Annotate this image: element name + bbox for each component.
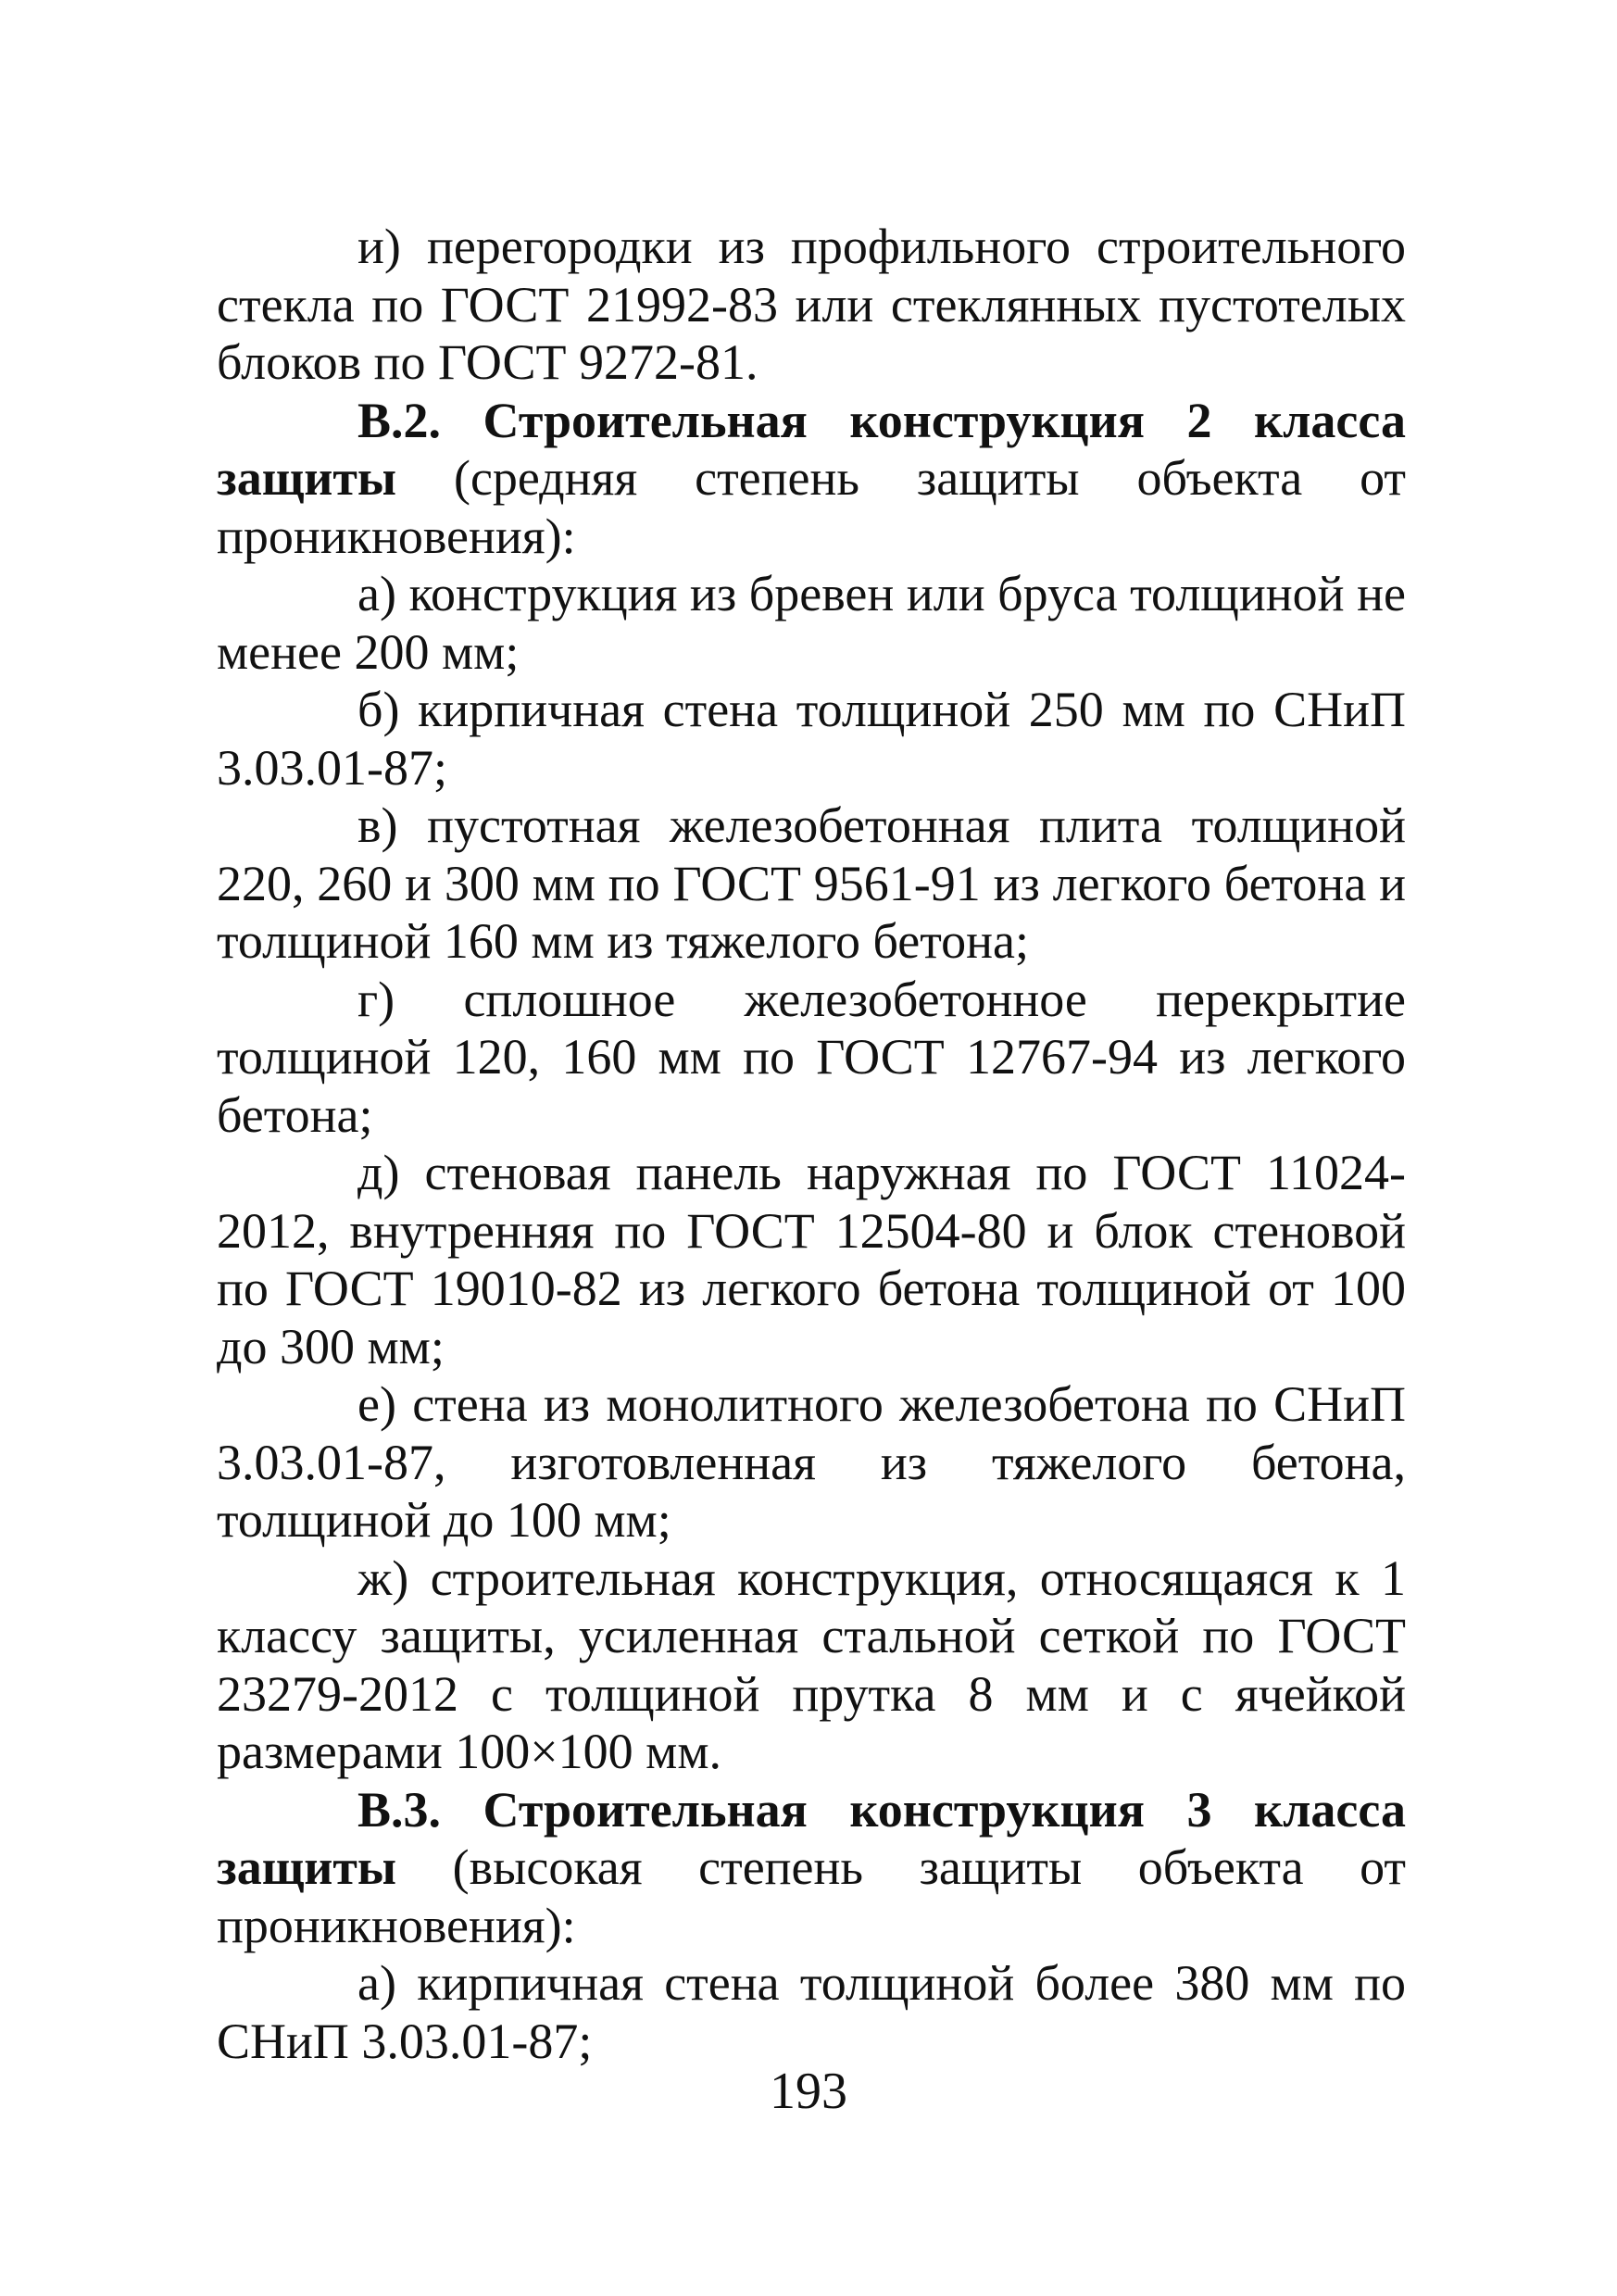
list-item-g: [217, 971, 1406, 1145]
item-label: а): [357, 566, 396, 621]
item-label: д): [357, 1145, 400, 1200]
item-label: е): [357, 1376, 396, 1432]
item-label: и): [357, 219, 401, 274]
item-text: пустотная железобетонная плита толщиной 220, 260 и 300 мм по ГОСТ 9561-91 из легкого бетона и толщиной 160 мм из тяжелого бетона;: [217, 797, 1406, 969]
item-label: б): [357, 682, 400, 737]
section-heading-v3: [217, 1781, 1406, 1955]
section-description: (высокая степень защиты объекта от проникновения):: [217, 1839, 1406, 1953]
item-text: конструкция из бревен или бруса толщиной не менее 200 мм;: [217, 566, 1406, 680]
item-label: ж): [357, 1549, 409, 1606]
item-text: кирпичная стена толщиной более 380 мм по СНиП 3.03.01-87;: [217, 1955, 1407, 2069]
list-item-e: [217, 1375, 1406, 1549]
section-description: (средняя степень защиты объекта от проникновения):: [217, 450, 1406, 564]
list-item-b: [217, 681, 1406, 797]
item-text: стена из монолитного железобетона по СНиП 3.03.01-87, изготовленная из тяжелого бетона, толщиной до 100 мм;: [217, 1376, 1406, 1548]
list-item-v: [217, 797, 1406, 971]
section-title: В.2. Строительная конструкция 2 класса защиты: [217, 392, 1406, 506]
section-title: В.3. Строительная конструкция 3 класса защиты: [217, 1781, 1406, 1895]
section-heading-v2: [217, 392, 1406, 566]
list-item-zh: [217, 1549, 1406, 1781]
list-item-a: [217, 565, 1406, 681]
item-text: строительная конструкция, относящаяся к 1 классу защиты, усиленная стальной сеткой по ГОСТ 23279-2012 с толщиной прутка 8 мм и с ячейкой размерами 100×100 мм.: [217, 1549, 1407, 1779]
document-page-body: [217, 218, 1406, 2070]
item-text: перегородки из профильного строительного стекла по ГОСТ 21992-83 или стеклянных пустотелых блоков по ГОСТ 9272-81.: [217, 219, 1407, 390]
item-text: стеновая панель наружная по ГОСТ 11024-2012, внутренняя по ГОСТ 12504-80 и блок стеновой по ГОСТ 19010-82 из легкого бетона толщиной от 100 до 300 мм;: [217, 1145, 1407, 1374]
list-item-i: [217, 218, 1406, 392]
item-text: кирпичная стена толщиной 250 мм по СНиП 3.03.01-87;: [217, 682, 1406, 796]
item-label: а): [357, 1955, 396, 2011]
item-label: в): [357, 797, 398, 853]
item-label: г): [357, 971, 395, 1027]
list-item-d: [217, 1144, 1406, 1375]
page-number: 193: [770, 2063, 847, 2120]
item-text: сплошное железобетонное перекрытие толщиной 120, 160 мм по ГОСТ 12767-94 из легкого бетона;: [217, 971, 1406, 1143]
list-item-a-v3: [217, 1954, 1406, 2070]
